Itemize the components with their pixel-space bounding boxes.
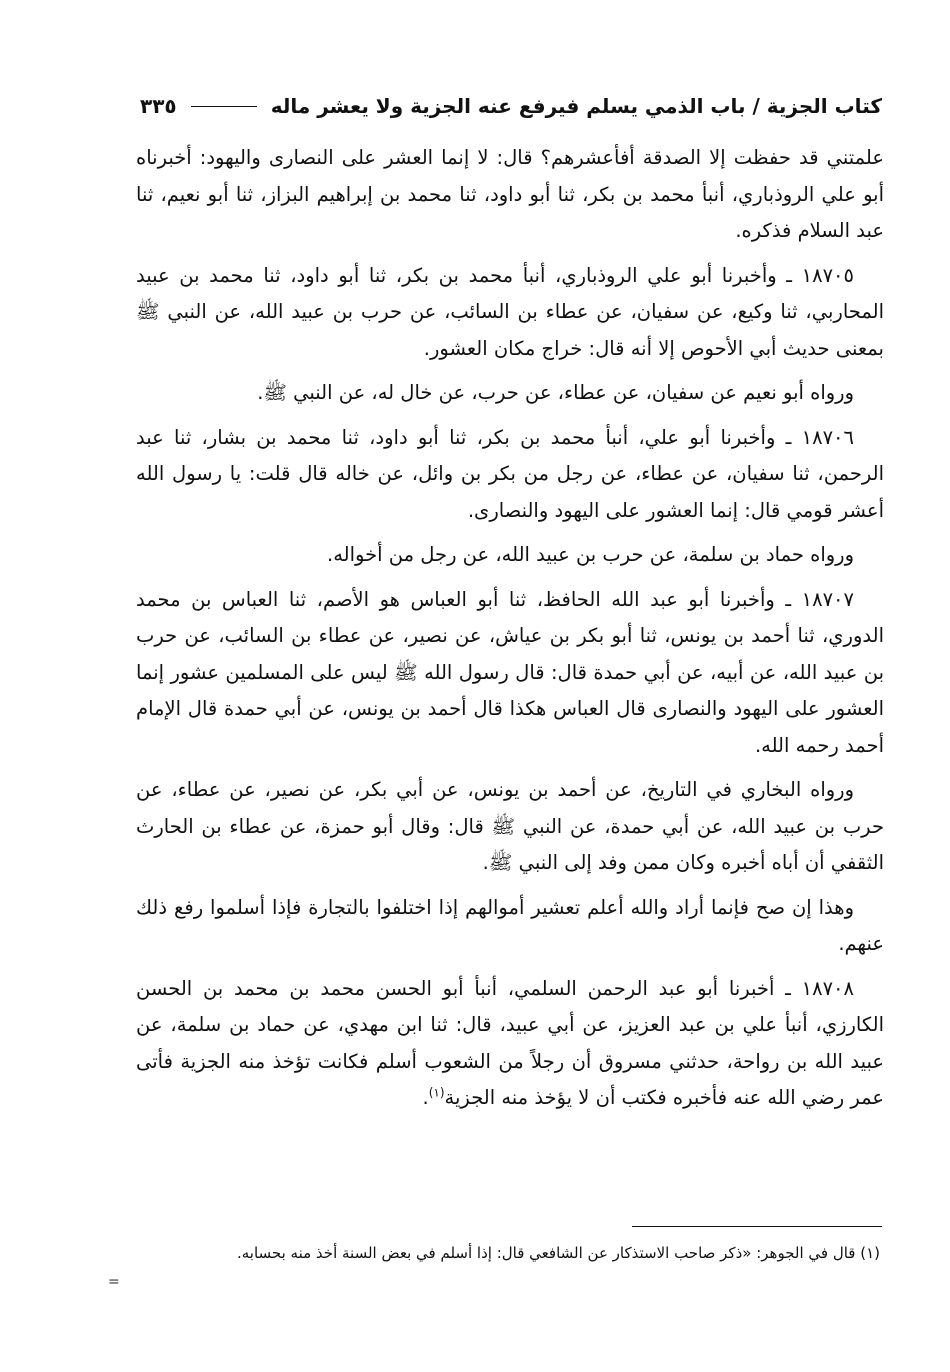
hadith-18707: ١٨٧٠٧ ـ وأخبرنا أبو عبد الله الحافظ، ثنا أبو العباس هو الأصم، ثنا العباس بن محمد الدوري، ثنا أحمد بن يونس، ثنا أبو بكر بن عياش، عن نصير، عن عطاء بن السائب، عن حرب بن عبيد الله، عن أبيه، عن أبي حمدة قال: قال رسول الله ﷺ ليس على المسلمين عشور إنما العشور على اليهود والنصارى قال العباس هكذا قال أحمد بن يونس، عن أبي حمدة قال الإمام أحمد رحمه الله.: [136, 587, 884, 757]
paragraph: وهذا إن صح فإنما أراد والله أعلم تعشير أموالهم إذا اختلفوا بالتجارة فإذا أسلموا رفع ذلك عنهم.: [136, 895, 884, 955]
header-rule: [191, 106, 257, 107]
hadith-18706: ١٨٧٠٦ ـ وأخبرنا أبو علي، أنبأ محمد بن بكر، ثنا أبو داود، ثنا محمد بن بشار، ثنا عبد الرحمن، ثنا سفيان، عن عطاء، عن رجل من بكر بن وائل، عن خاله قال قلت: يا رسول الله أعشر قومي قال: إنما العشور على اليهود والنصارى.: [136, 425, 884, 522]
paragraph: ورواه البخاري في التاريخ، عن أحمد بن يونس، عن أبي بكر، عن نصير، عن عطاء، عن حرب بن عبيد الله، عن أبي حمدة، عن النبي ﷺ قال: وقال أبو حمزة، عن عطاء بن الحارث الثقفي أن أباه أخبره وكان ممن وفد إلى النبي ﷺ.: [136, 778, 884, 874]
running-header: [140, 86, 882, 126]
margin-mark: =: [108, 1274, 120, 1290]
hadith-18708-text: ١٨٧٠٨ ـ أخبرنا أبو عبد الرحمن السلمي، أنبأ أبو الحسن محمد بن محمد بن الحسن الكارزي، أنبأ علي بن عبد العزيز، عن أبي عبيد، قال: ثنا ابن مهدي، عن حماد بن سلمة، عن عبيد الله بن رواحة، حدثني مسروق أن رجلاً من الشعوب أسلم فكانت تؤخذ منه الجزية فأتى عمر رضي الله عنه فأخبره فكتب أن لا يؤخذ منه الجزية: [136, 976, 884, 1109]
main-text: [136, 140, 884, 1125]
footnote-marker: (١): [428, 1085, 445, 1100]
hadith-18705: ١٨٧٠٥ ـ وأخبرنا أبو علي الروذباري، أنبأ محمد بن بكر، ثنا أبو داود، ثنا محمد بن عبيد المحاربي، ثنا وكيع، عن سفيان، عن عطاء بن السائب، عن حرب بن عبيد الله، عن النبي ﷺ بمعنى حديث أبي الأحوص إلا أنه قال: خراج مكان العشور.: [136, 263, 884, 360]
paragraph: علمتني قد حفظت إلا الصدقة أفأعشرهم؟ قال: لا إنما العشر على النصارى واليهود: أخبرناه أبو علي الروذباري، أنبأ محمد بن بكر، ثنا أبو داود، ثنا محمد بن إبراهيم البزاز، ثنا أبو نعيم، ثنا عبد السلام فذكره.: [136, 146, 884, 242]
paragraph: ورواه أبو نعيم عن سفيان، عن عطاء، عن حرب، عن خال له، عن النبي ﷺ.: [257, 381, 854, 404]
paragraph-end: .: [422, 1086, 429, 1109]
page-number: ٣٣٥: [140, 94, 177, 118]
chapter-title: كتاب الجزية / باب الذمي يسلم فيرفع عنه الجزية ولا يعشر ماله: [270, 94, 882, 118]
paragraph: ورواه حماد بن سلمة، عن حرب بن عبيد الله، عن رجل من أخواله.: [327, 543, 854, 566]
footnote: (١) قال في الجوهر: «ذكر صاحب الاستذكار عن الشافعي قال: إذا أسلم في بعض السنة أخذ منه بحسابه.: [237, 1244, 880, 1262]
footnote-rule: [632, 1226, 882, 1227]
hadith-18708: [136, 971, 884, 1117]
